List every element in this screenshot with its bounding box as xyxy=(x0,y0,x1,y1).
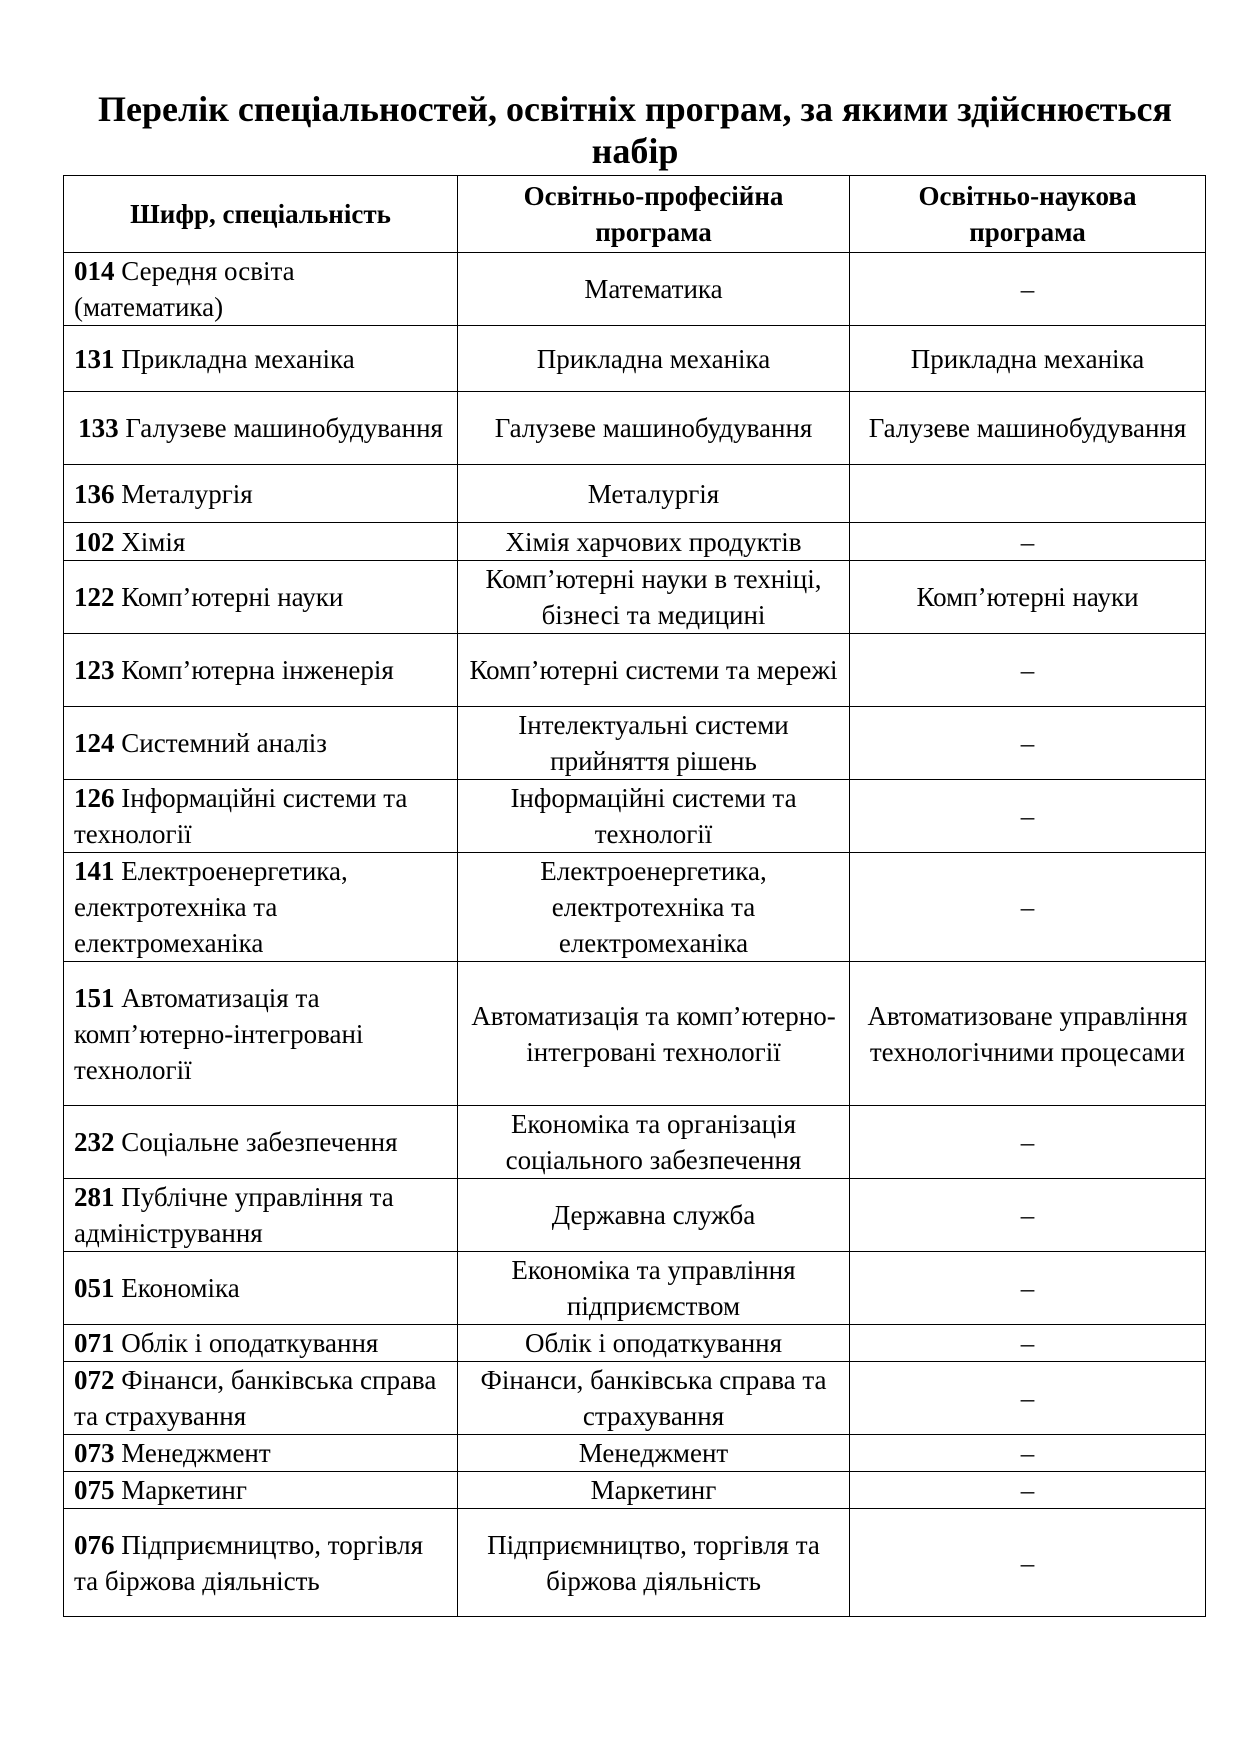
specialty-name: Публічне управління та адміністрування xyxy=(74,1182,394,1248)
specialty-code: 126 xyxy=(74,783,115,813)
professional-program-cell: Математика xyxy=(458,253,850,326)
specialty-cell xyxy=(64,1179,458,1252)
specialty-cell xyxy=(64,392,458,465)
table-row xyxy=(64,780,1206,853)
specialty-name: Фінанси, банківська справа та страхування xyxy=(74,1365,437,1431)
professional-program-cell: Комп’ютерні науки в техніці, бізнесі та медицині xyxy=(458,561,850,634)
specialty-name: Соціальне забезпечення xyxy=(121,1127,398,1157)
professional-program-cell: Економіка та організація соціального забезпечення xyxy=(458,1106,850,1179)
specialty-name: Інформаційні системи та технології xyxy=(74,783,408,849)
specialty-code: 076 xyxy=(74,1529,115,1560)
table-row xyxy=(64,707,1206,780)
specialty-code: 075 xyxy=(74,1475,115,1505)
professional-program-cell: Інформаційні системи та технології xyxy=(458,780,850,853)
specialty-cell xyxy=(64,1106,458,1179)
scientific-program-cell xyxy=(850,465,1206,523)
specialty-code: 151 xyxy=(74,982,115,1013)
specialty-cell xyxy=(64,561,458,634)
table-row xyxy=(64,326,1206,392)
specialty-name: Хімія xyxy=(121,526,186,557)
specialty-cell xyxy=(64,1472,458,1509)
table-row xyxy=(64,1325,1206,1362)
scientific-program-cell: Галузеве машинобудування xyxy=(850,392,1206,465)
scientific-program-cell: – xyxy=(850,634,1206,707)
specialty-cell xyxy=(64,465,458,523)
professional-program-cell: Маркетинг xyxy=(458,1472,850,1509)
specialty-code: 281 xyxy=(74,1182,115,1212)
specialty-name: Прикладна механіка xyxy=(121,343,355,374)
specialty-code: 136 xyxy=(74,478,115,509)
professional-program-cell: Облік і оподаткування xyxy=(458,1325,850,1362)
scientific-program-cell: – xyxy=(850,853,1206,962)
specialty-code: 072 xyxy=(74,1365,115,1395)
page-title: Перелік спеціальностей, освітніх програм, за якими здійснюється набір xyxy=(98,89,1172,171)
specialty-code: 102 xyxy=(74,526,115,557)
specialty-name: Електроенергетика, електротехніка та електромеханіка xyxy=(74,856,348,958)
scientific-program-cell: – xyxy=(850,1325,1206,1362)
specialty-name: Економіка xyxy=(121,1273,240,1303)
professional-program-cell: Електроенергетика, електротехніка та електромеханіка xyxy=(458,853,850,962)
table-row xyxy=(64,634,1206,707)
specialty-cell xyxy=(64,1325,458,1362)
scientific-program-cell: – xyxy=(850,780,1206,853)
specialties-table xyxy=(63,175,1206,1617)
table-row xyxy=(64,253,1206,326)
specialty-code: 073 xyxy=(74,1438,115,1468)
specialty-code: 014 xyxy=(74,256,115,286)
table-row xyxy=(64,962,1206,1106)
specialty-cell xyxy=(64,707,458,780)
table-header-row xyxy=(64,176,1206,253)
specialty-name: Маркетинг xyxy=(121,1475,247,1505)
table-row xyxy=(64,561,1206,634)
specialty-name: Підприємництво, торгівля та біржова діяльність xyxy=(74,1529,424,1596)
table-row xyxy=(64,392,1206,465)
scientific-program-cell: – xyxy=(850,1252,1206,1325)
professional-program-cell: Економіка та управління підприємством xyxy=(458,1252,850,1325)
scientific-program-cell: – xyxy=(850,523,1206,561)
specialty-name: Комп’ютерні науки xyxy=(121,582,344,612)
specialty-cell xyxy=(64,253,458,326)
scientific-program-cell: – xyxy=(850,707,1206,780)
specialty-code: 123 xyxy=(74,655,115,685)
table-row xyxy=(64,853,1206,962)
table-row xyxy=(64,523,1206,561)
scientific-program-cell: – xyxy=(850,1472,1206,1509)
professional-program-cell: Державна служба xyxy=(458,1179,850,1252)
professional-program-cell: Фінанси, банківська справа та страхування xyxy=(458,1362,850,1435)
specialty-name: Автоматизація та комп’ютерно-інтегровані технології xyxy=(74,982,364,1085)
specialty-name: Середня освіта (математика) xyxy=(74,256,295,322)
specialty-cell xyxy=(64,1252,458,1325)
specialty-cell xyxy=(64,853,458,962)
specialty-code: 071 xyxy=(74,1328,115,1358)
professional-program-cell: Галузеве машинобудування xyxy=(458,392,850,465)
specialty-name: Облік і оподаткування xyxy=(121,1328,379,1358)
professional-program-cell: Інтелектуальні системи прийняття рішень xyxy=(458,707,850,780)
specialty-code: 141 xyxy=(74,856,115,886)
professional-program-cell: Хімія харчових продуктів xyxy=(458,523,850,561)
scientific-program-cell: – xyxy=(850,1362,1206,1435)
table-row xyxy=(64,1106,1206,1179)
professional-program-cell: Прикладна механіка xyxy=(458,326,850,392)
specialty-name: Системний аналіз xyxy=(121,728,327,758)
professional-program-cell: Металургія xyxy=(458,465,850,523)
scientific-program-cell: Прикладна механіка xyxy=(850,326,1206,392)
specialty-cell xyxy=(64,326,458,392)
specialty-cell xyxy=(64,1362,458,1435)
specialty-cell xyxy=(64,780,458,853)
specialty-cell xyxy=(64,962,458,1106)
specialty-code: 133 xyxy=(78,413,119,443)
professional-program-cell: Автоматизація та комп’ютерно-інтегровані технології xyxy=(458,962,850,1106)
specialty-cell xyxy=(64,1435,458,1472)
scientific-program-cell: – xyxy=(850,1106,1206,1179)
professional-program-cell: Підприємництво, торгівля та біржова діяльність xyxy=(458,1509,850,1617)
scientific-program-cell: – xyxy=(850,1179,1206,1252)
table-row xyxy=(64,1179,1206,1252)
specialty-name: Галузеве машинобудування xyxy=(125,413,443,443)
table-row xyxy=(64,465,1206,523)
header-code-specialty: Шифр, спеціальність xyxy=(64,176,458,253)
header-scientific-program: Освітньо-наукова програма xyxy=(850,176,1206,253)
specialty-code: 124 xyxy=(74,728,115,758)
table-row xyxy=(64,1435,1206,1472)
scientific-program-cell: – xyxy=(850,1509,1206,1617)
table-row xyxy=(64,1252,1206,1325)
specialty-code: 131 xyxy=(74,343,115,374)
specialty-code: 051 xyxy=(74,1273,115,1303)
table-row xyxy=(64,1472,1206,1509)
specialty-cell xyxy=(64,523,458,561)
scientific-program-cell: – xyxy=(850,253,1206,326)
table-row xyxy=(64,1362,1206,1435)
scientific-program-cell: Автоматизоване управління технологічними процесами xyxy=(850,962,1206,1106)
specialty-code: 122 xyxy=(74,582,115,612)
specialty-name: Менеджмент xyxy=(121,1438,271,1468)
specialty-code: 232 xyxy=(74,1127,115,1157)
professional-program-cell: Менеджмент xyxy=(458,1435,850,1472)
specialty-name: Комп’ютерна інженерія xyxy=(121,655,394,685)
scientific-program-cell: – xyxy=(850,1435,1206,1472)
professional-program-cell: Комп’ютерні системи та мережі xyxy=(458,634,850,707)
specialty-cell xyxy=(64,1509,458,1617)
specialty-cell xyxy=(64,634,458,707)
specialty-name: Металургія xyxy=(121,478,253,509)
header-professional-program: Освітньо-професійна програма xyxy=(458,176,850,253)
scientific-program-cell: Комп’ютерні науки xyxy=(850,561,1206,634)
table-row xyxy=(64,1509,1206,1617)
